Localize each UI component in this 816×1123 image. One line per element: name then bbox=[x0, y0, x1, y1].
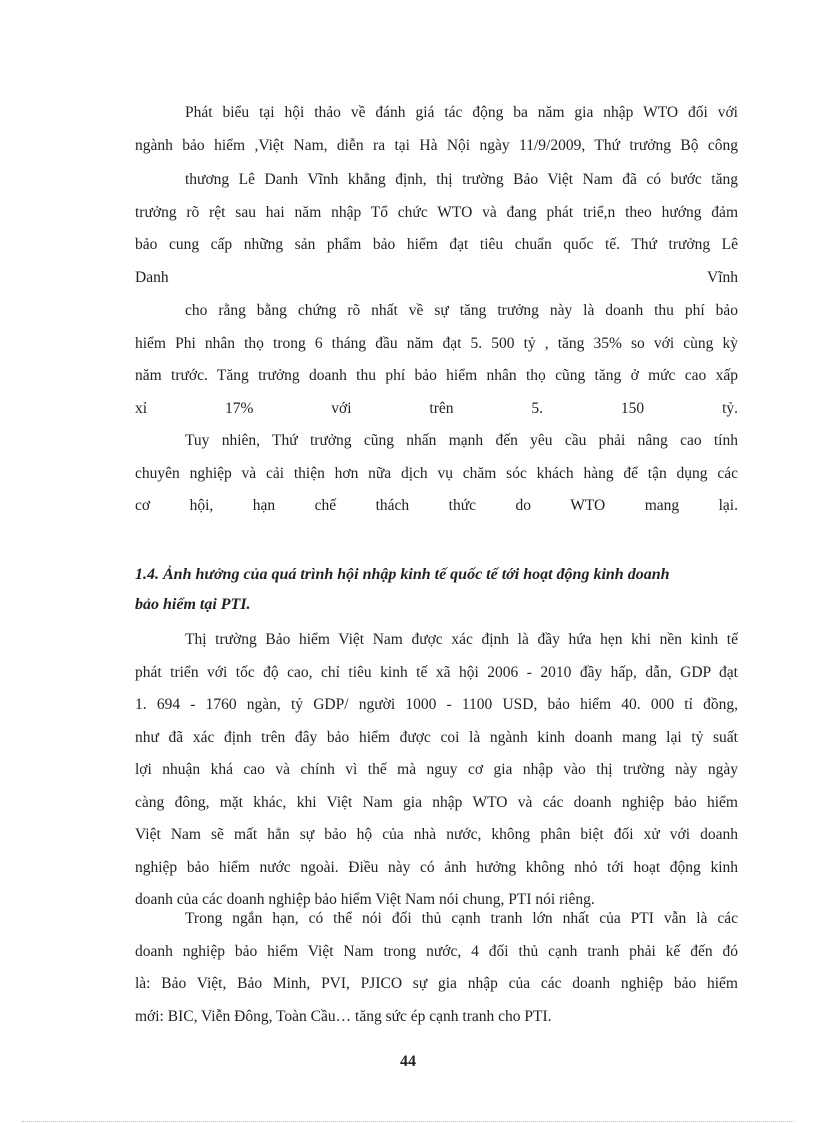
text-line: doanh nghiệp bảo hiểm Việt Nam trong nước, 4 đối thủ cạnh tranh phải kế đến đó bbox=[135, 942, 738, 960]
paragraph-1 bbox=[135, 97, 738, 162]
heading-line: 1.4. Ảnh hưởng của quá trình hội nhập kinh tế quốc tế tới hoạt động kinh doanh bbox=[135, 566, 670, 583]
text-line: Phát biểu tại hội thảo về đánh giá tác động ba năm gia nhập WTO đối với bbox=[185, 104, 738, 121]
paragraph-4 bbox=[135, 425, 738, 523]
text-line: trưởng rõ rệt sau hai năm nhập Tổ chức WTO và đang phát triể,n theo hướng đảm bbox=[135, 203, 738, 221]
text-line: như đã xác định trên đây bảo hiểm được coi là ngành kinh doanh mang lại tỷ suất bbox=[135, 728, 738, 746]
section-heading bbox=[135, 560, 745, 620]
text-line: Việt Nam sẽ mất hẳn sự bảo hộ của nhà nước, không phân biệt đối xử với doanh bbox=[135, 826, 738, 843]
heading-line: bảo hiểm tại PTI. bbox=[135, 596, 251, 613]
word-danh: Danh bbox=[135, 268, 169, 286]
text-line: chuyên nghiệp và cải thiện hơn nữa dịch vụ chăm sóc khách hàng để tận dụng các bbox=[135, 464, 738, 482]
paragraph-6 bbox=[135, 903, 738, 1033]
text-line: Thị trường Bảo hiểm Việt Nam được xác định là đầy hứa hẹn khi nền kinh tế bbox=[185, 631, 738, 648]
word-vinh: Vĩnh bbox=[707, 268, 738, 286]
text-line: xỉ 17% với trên 5. 150 tỷ. bbox=[135, 399, 738, 417]
text-line: Tuy nhiên, Thứ trưởng cũng nhấn mạnh đến yêu cầu phải nâng cao tính bbox=[185, 432, 738, 449]
page-number: 44 bbox=[400, 1053, 416, 1070]
text-line: cơ hội, hạn chế thách thức do WTO mang lại. bbox=[135, 497, 738, 514]
paragraph-5 bbox=[135, 624, 738, 917]
text-line: năm trước. Tăng trưởng doanh thu phí bảo hiểm nhân thọ cũng tăng ở mức cao xấp bbox=[135, 367, 738, 384]
text-line: lợi nhuận khá cao và chính vì thế mà nguy cơ gia nhập vào thị trường này ngày bbox=[135, 761, 738, 778]
text-line bbox=[135, 262, 738, 295]
text-line: cho rằng bằng chứng rõ nhất về sự tăng trưởng này là doanh thu phí bảo bbox=[185, 302, 738, 319]
text-line: phát triển với tốc độ cao, chỉ tiêu kinh tế xã hội 2006 - 2010 đầy hấp, dẫn, GDP đạt bbox=[135, 663, 738, 681]
text-line: doanh của các doanh nghiệp bảo hiểm Việt Nam nói chung, PTI nói riêng. bbox=[135, 891, 595, 908]
text-line: ngành bảo hiểm ,Việt Nam, diễn ra tại Hà Nội ngày 11/9/2009, Thứ trưởng Bộ công bbox=[135, 136, 738, 154]
paragraph-2 bbox=[135, 164, 738, 294]
text-line: bảo cung cấp những sản phẩm bảo hiểm đạt tiêu chuẩn quốc tế. Thứ trưởng Lê bbox=[135, 236, 738, 253]
paragraph-3 bbox=[135, 295, 738, 425]
text-line: nghiệp bảo hiểm nước ngoài. Điều này có ảnh hưởng không nhỏ tới hoạt động kinh bbox=[135, 858, 738, 876]
footer-divider bbox=[22, 1121, 794, 1122]
text-line: Trong ngắn hạn, có thể nói đối thủ cạnh tranh lớn nhất của PTI vẫn là các bbox=[185, 910, 738, 927]
text-line: càng đông, mặt khác, khi Việt Nam gia nhập WTO và các doanh nghiệp bảo hiểm bbox=[135, 793, 738, 811]
text-line: mới: BIC, Viễn Đông, Toàn Cầu… tăng sức ép cạnh tranh cho PTI. bbox=[135, 1007, 552, 1025]
text-line: là: Bảo Việt, Bảo Minh, PVI, PJICO sự gia nhập của các doanh nghiệp bảo hiểm bbox=[135, 975, 738, 992]
text-line: thương Lê Danh Vĩnh khẳng định, thị trường Bảo Việt Nam đã có bước tăng bbox=[185, 171, 738, 188]
text-line: 1. 694 - 1760 ngàn, tỷ GDP/ người 1000 - 1100 USD, bảo hiểm 40. 000 tỉ đồng, bbox=[135, 696, 738, 713]
text-line: hiểm Phi nhân thọ trong 6 tháng đầu năm đạt 5. 500 tỷ , tăng 35% so với cùng kỳ bbox=[135, 334, 738, 352]
